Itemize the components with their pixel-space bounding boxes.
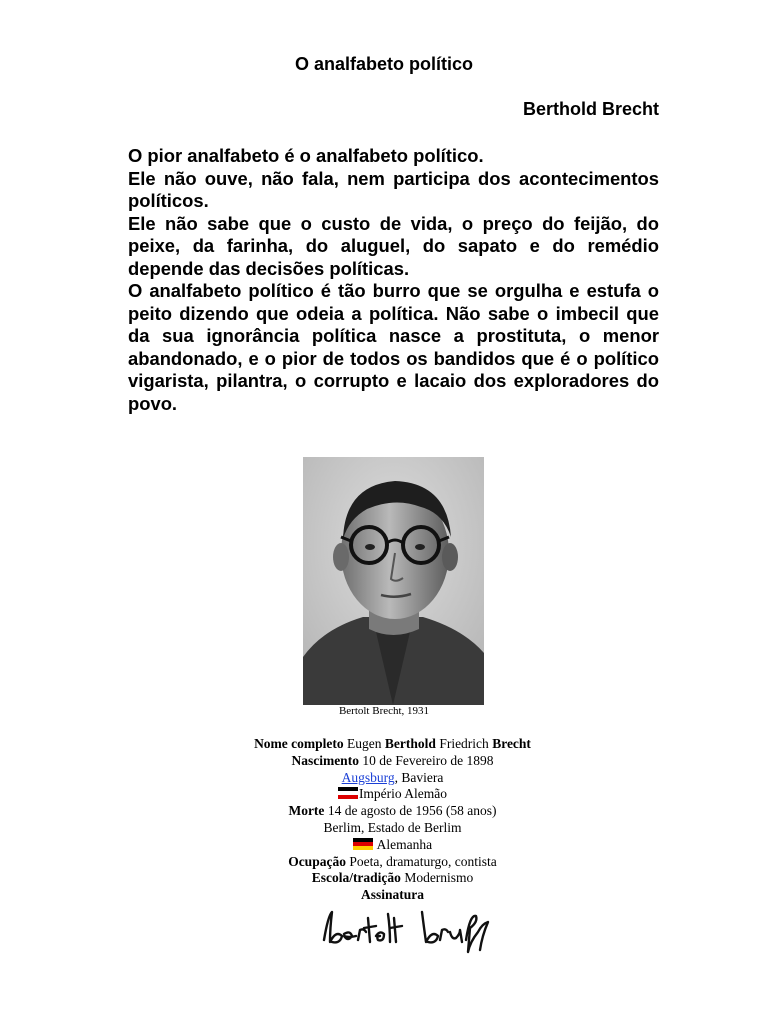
- biography-infobox: [0, 736, 768, 904]
- document-title: O analfabeto político: [294, 54, 473, 74]
- poem-paragraph: O pior analfabeto é o analfabeto político.: [128, 145, 484, 166]
- school-value: Modernismo: [404, 870, 474, 886]
- birth-region: , Baviera: [394, 769, 444, 785]
- poem-paragraph: O analfabeto político é tão burro que se orgulha e estufa o peito dizendo que odeia a política. Não sabe o imbecil que da sua ignorância política nasce a prostituta, o menor abandonado, e o pior de todos os bandidos que é o político vigarista, pilantra, o corrupto e lacaio dos exploradores do povo.: [128, 280, 659, 414]
- german-empire-flag-icon: [338, 787, 358, 799]
- portrait-illustration: [303, 457, 484, 705]
- birth-place-row: [0, 770, 768, 787]
- signature-label-row: [0, 887, 768, 904]
- handwritten-signature: [318, 906, 498, 958]
- full-name-row: [0, 736, 768, 753]
- birth-country-row: [0, 786, 768, 803]
- death-row: [0, 803, 768, 820]
- poem-paragraph: Ele não ouve, não fala, nem participa dos acontecimentos políticos.: [128, 167, 659, 211]
- document-author: Berthold Brecht: [522, 99, 659, 119]
- school-row: [0, 870, 768, 887]
- augsburg-link[interactable]: Augsburg: [341, 769, 395, 785]
- germany-flag-icon: [353, 838, 373, 850]
- death-place-row: [0, 820, 768, 837]
- occupation-label: Ocupação: [288, 853, 346, 869]
- birth-country: Império Alemão: [358, 786, 448, 802]
- full-name-label: Nome completo: [254, 736, 344, 751]
- poem-paragraph: Ele não sabe que o custo de vida, o preço do feijão, do peixe, da farinha, do aluguel, do sapato e do remédio depende das decisões políticas.: [128, 212, 659, 279]
- poem-body: [128, 145, 659, 415]
- portrait-photo: [303, 457, 484, 705]
- full-name-part: Berthold: [384, 736, 436, 751]
- death-label: Morte: [288, 803, 325, 819]
- birth-row: [0, 753, 768, 770]
- death-country-row: [0, 837, 768, 854]
- school-label: Escola/tradição: [311, 870, 401, 886]
- full-name-part: Friedrich: [439, 736, 489, 751]
- birth-label: Nascimento: [291, 752, 359, 768]
- full-name-part: Eugen: [347, 736, 382, 751]
- occupation-value: Poeta, dramaturgo, contista: [349, 853, 497, 869]
- death-country: Alemanha: [376, 836, 433, 852]
- death-date: 14 de agosto de 1956 (58 anos): [327, 803, 497, 819]
- signature-label: Assinatura: [360, 887, 424, 903]
- occupation-row: [0, 854, 768, 871]
- birth-date: 10 de Fevereiro de 1898: [362, 752, 494, 768]
- portrait-caption: Bertolt Brecht, 1931: [338, 705, 430, 717]
- death-place: Berlim, Estado de Berlim: [323, 819, 462, 835]
- full-name-part: Brecht: [492, 736, 531, 751]
